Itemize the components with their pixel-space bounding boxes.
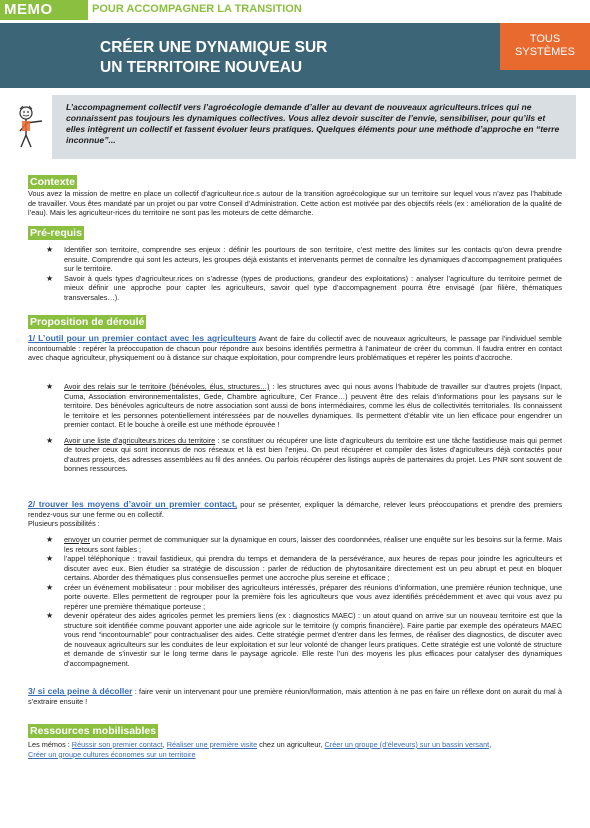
step2-intro: Plusieurs possibilités : — [28, 519, 100, 528]
link-groupe-eleveurs[interactable]: Créer un groupe (d’éleveurs) sur un bassin versant — [324, 740, 490, 749]
star-bullet-icon: ★ — [46, 382, 54, 391]
telephone-text: l’appel téléphonique : travail fastidieux, qui prendra du temps et demandera de la persévérance, aux heures de repas pour joindre les agriculteurs et discuter avec eux. Bien étudier sa stratégie de discussion : parler de réduction de phytosanitaire directement est un peu abrupt et peut en bloquer certains. Aborder des thématiques plus consensuelles permet une accroche plus sereine et efficace ; — [64, 554, 562, 582]
pointing-character-icon — [14, 103, 46, 151]
page-title — [100, 38, 420, 78]
liste-lead: Avoir une liste d’agriculteurs.trices du territoire — [64, 435, 216, 445]
list-item — [46, 535, 562, 554]
list-item — [46, 382, 562, 430]
ressources-heading: Ressources mobilisables — [30, 725, 157, 737]
contexte-heading: Contexte — [30, 176, 75, 188]
ressources-sep: , — [489, 740, 492, 749]
systems-badge — [500, 23, 590, 70]
series-subtitle: POUR ACCOMPAGNER LA TRANSITION — [92, 3, 302, 15]
link-premiere-visite[interactable]: Réaliser une première visite — [166, 740, 258, 749]
list-item — [46, 611, 562, 668]
contexte-text: Vous avez la mission de mettre en place un collectif d’agriculteur.rice.s autour de la transition agroécologique sur un territoire sur lequel vous n’avez pas l’habitude de travailler. Vous êtes mandaté par un projet ou par votre Conseil d’Administration. Cette action est motivée par des objectifs réels (ex : amélioration de la qualité de l’eau). Mais les agriculteur-rices du territoire ne sont pas les moteurs de cette démarche. — [28, 189, 562, 217]
page-title-line-1: CRÉER UNE DYNAMIQUE SUR — [100, 39, 328, 56]
step1-text: Avant de faire du collectif avec de nouveaux agriculteurs, le passage par l’individuel semble incontournable : repérer la préoccupation de chacun pour répondre aux besoins identifiés permettra à l’animateur de créer du commun. Il faudra entrer en contact avec chaque agriculteur, physiquement ou à distance sur chaque exploitation, pour comprendre leurs problématiques et repérer les points d’accroche. — [28, 334, 562, 362]
intro-text: L’accompagnement collectif vers l’agroécologie demande d’aller au devant de nouveaux agriculteurs.trices qui ne connaissent pas toujours les dynamiques collectives. Vous allez devoir susciter de l’envie, sensibiliser, pour qu’ils et elles intègrent un collectif et fassent évoluer leurs pratiques. Quelques éléments pour une méthode d’approche en “terre inconnue”... — [66, 102, 560, 145]
star-bullet-icon: ★ — [46, 245, 54, 254]
ressources-mid: chez un agriculteur, — [257, 740, 325, 749]
step2-list — [46, 535, 562, 668]
star-bullet-icon: ★ — [46, 273, 54, 283]
star-bullet-icon: ★ — [46, 554, 54, 563]
link-premier-contact[interactable]: Réussir son premier contact — [71, 740, 163, 749]
step1-paragraph — [28, 334, 562, 363]
ressources-text — [28, 740, 562, 759]
link-groupe-cultures[interactable]: Créer un groupe cultures économes sur un territoire — [28, 749, 196, 759]
step1-list — [46, 382, 562, 474]
star-bullet-icon: ★ — [46, 582, 54, 592]
list-item — [46, 245, 562, 274]
intro-box — [52, 95, 576, 159]
top-strip — [0, 0, 590, 20]
badge-line-2: SYSTÈMES — [515, 46, 575, 58]
list-item — [46, 554, 562, 583]
star-bullet-icon: ★ — [46, 535, 54, 544]
memo-tag: MEMO — [0, 0, 88, 20]
list-item — [46, 583, 562, 612]
step2-paragraph — [28, 500, 562, 529]
step3-paragraph — [28, 687, 562, 706]
prerequis-item-text: Savoir à quels types d’agriculteur.rices on s’adresse (types de productions, grandeur des exploitations) : analyser l’agriculture du territoire permet de mieux définir une approche pour capter les agriculteurs, savoir quel type d’accompagnement pourra être envisagé (par filière, thématiques transversales…). — [64, 273, 562, 302]
list-item — [46, 436, 562, 474]
step3-title: 3/ si cela peine à décoller — [28, 686, 133, 696]
step1-title: 1/ L’outil pour un premier contact avec les agriculteurs — [28, 333, 257, 343]
relais-text: : les structures avec qui nous avons l’habitude de travailler sur d’autres projets (Inpact, Cuma, Association environnementalistes, Gede, Chambre agriculture, Cer France…) peuvent être des relais d’informations pour les paysans sur le territoire. Des bénévoles agriculteurs de notre association sont aussi de bons intermédiaires, comme les élus de collectivités territoriales. Ils connaissent le territoire et les personnes potentiellement intéressées par de nouvelles dynamiques. Ils permettent d’établir vite un lien efficace pour engendrer un premier contact. Et le bouche à oreille est une méthode éprouvée ! — [64, 382, 563, 429]
operateur-text: devenir opérateur des aides agricoles permet les premiers liens (ex : diagnostics MAEC) : un atout quand on arrive sur un nouveau territoire est que la structure soit identifiée comme pouvant apporter une aide agricole sur le territoire (y compris financière). Faire partie par exemple des opérateurs MAEC vous rend “incontournable” pour contractualiser des aides. Cette stratégie permet d’entrer dans les fermes, de réaliser des diagnostics, de discuter avec de nouveaux agriculteurs sur les conduites de leur exploitation et sur leur volonté de changer leurs pratiques. Cette stratégie est une volonté de structure et demande de s’investir sur le long terme dans le paysage agricole. Elle reste l’un des moyens les plus efficaces pour catalyser des dynamiques d’accompagnement. — [64, 611, 562, 668]
deroule-heading: Proposition de déroulé — [30, 316, 145, 328]
badge-line-1: TOUS — [529, 33, 561, 45]
prerequis-item-text: Identifier son territoire, comprendre ses enjeux : définir les pourtours de son territoire, c’est mettre des limites sur les contacts qu’on devra prendre ensuite. Comprendre qui sont les acteurs, les groupes déjà existants et intervenants permet de connaître les dynamiques d’accompagnement pratiquées sur le territoire. — [64, 245, 562, 273]
star-bullet-icon: ★ — [46, 611, 54, 620]
courrier-lead: envoyer — [64, 535, 90, 544]
ressources-sep: , — [162, 740, 167, 749]
prerequis-heading: Pré-requis — [30, 227, 82, 239]
list-item — [46, 274, 562, 303]
courrier-text: un courrier permet de communiquer sur la dynamique en cours, laisser des coordonnées, réaliser une enquête sur les besoins sur la ferme. Mais les retours sont faibles ; — [64, 535, 562, 554]
prerequis-list — [46, 245, 562, 302]
page-title-line-2: UN TERRITOIRE NOUVEAU — [100, 59, 303, 76]
ressources-prefix: Les mémos : — [28, 740, 72, 749]
relais-lead: Avoir des relais sur le territoire (bénévoles, élus, structures…) — [64, 382, 270, 391]
star-bullet-icon: ★ — [46, 435, 54, 445]
step2-title: 2/ trouver les moyens d’avoir un premier contact, — [28, 499, 238, 509]
evenement-text: créer un événement mobilisateur : pour mobiliser des agriculteurs intéressés, préparer des réunions d’information, une première réunion technique, une porte ouverte. Elles permettent de regrouper pour la première fois les agriculteurs que vous avez identifiés précédemment et avec qui vous avez pu repérer une première thématique porteuse ; — [64, 582, 562, 611]
liste-text: : se constituer ou récupérer une liste d’agriculteurs du territoire est une tâche fastidieuse mais qui permet de toucher ceux qui sont inconnus de nos réseaux et là est bien l’enjeu. On peut récupérer et compiler des listes d’agriculteurs déjà contactés pour d’autres projets, des adresses assemblées au fil des années. Ou parfois récupérer des listings auprès de partenaires du projet. Les PNR sont souvent de bonnes ressources. — [64, 435, 563, 473]
step2-text: pour se présenter, expliquer la démarche, relever leurs préoccupations et prendre des premiers rendez-vous sur une ferme ou en collectif. — [28, 500, 562, 519]
step3-text: : faire venir un intervenant pour une première réunion/formation, mais attention à ne pas en faire un réflexe dont on aurait du mal à s’extraire ensuite ! — [28, 687, 562, 706]
